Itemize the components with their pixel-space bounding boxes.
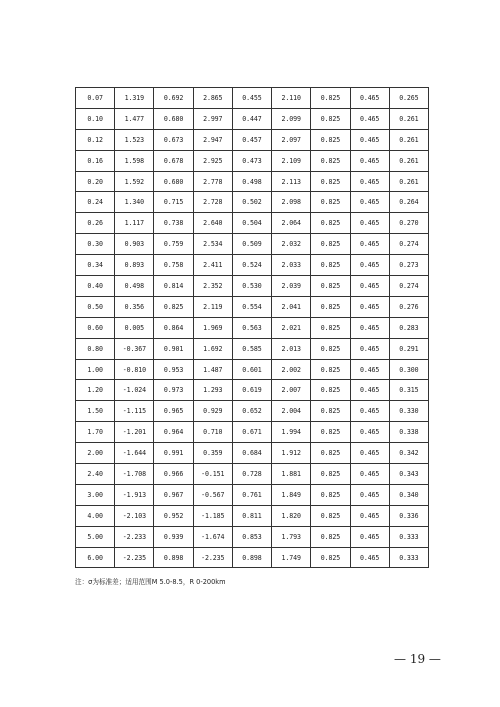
table-cell: 0.80 [76,338,115,359]
table-cell: 0.465 [350,443,389,464]
table-note: 注：σ为标准差；适用范围M 5.0-8.5，R 0-200km [75,578,226,586]
table-cell: 0.710 [193,422,232,443]
table-cell: 0.680 [154,171,193,192]
table-cell: 2.40 [76,464,115,485]
table-row [76,380,429,401]
table-cell: 0.973 [154,380,193,401]
table-cell: 1.117 [115,213,154,234]
table-cell: 0.465 [350,526,389,547]
table-cell: 1.969 [193,317,232,338]
table-row [76,88,429,109]
table-cell: 0.16 [76,150,115,171]
table-cell: 2.778 [193,171,232,192]
table-cell: 0.12 [76,129,115,150]
table-cell: 2.109 [272,150,311,171]
table-cell: 2.925 [193,150,232,171]
table-cell: 2.039 [272,276,311,297]
table-cell: 0.465 [350,380,389,401]
table-cell: 0.825 [311,276,350,297]
table-cell: 0.825 [311,526,350,547]
table-cell: 2.098 [272,192,311,213]
table-cell: 0.465 [350,108,389,129]
table-cell: 2.947 [193,129,232,150]
table-cell: 0.761 [232,484,271,505]
table-row [76,192,429,213]
table-cell: 0.465 [350,505,389,526]
table-row [76,129,429,150]
table-cell: 0.465 [350,88,389,109]
table-cell: 2.728 [193,192,232,213]
table-cell: 0.261 [389,150,428,171]
table-row [76,234,429,255]
table-cell: 0.825 [311,464,350,485]
table-cell: 0.273 [389,255,428,276]
table-cell: 0.30 [76,234,115,255]
table-cell: -2.103 [115,505,154,526]
table-cell: 0.524 [232,255,271,276]
table-cell: -0.151 [193,464,232,485]
table-cell: 0.853 [232,526,271,547]
table-cell: 0.465 [350,192,389,213]
table-cell: 0.274 [389,234,428,255]
table-cell: 0.825 [311,359,350,380]
table-row [76,317,429,338]
table-cell: 0.825 [311,317,350,338]
table-cell: 1.592 [115,171,154,192]
table-cell: 1.912 [272,443,311,464]
table-cell: 0.465 [350,422,389,443]
table-cell: 0.684 [232,443,271,464]
table-cell: 0.60 [76,317,115,338]
table-cell: 0.509 [232,234,271,255]
table-row [76,422,429,443]
table-cell: 2.997 [193,108,232,129]
table-cell: 2.021 [272,317,311,338]
table-cell: 2.865 [193,88,232,109]
table-cell: 0.530 [232,276,271,297]
table-cell: 0.265 [389,88,428,109]
table-cell: 0.585 [232,338,271,359]
table-cell: 0.465 [350,317,389,338]
table-cell: 0.502 [232,192,271,213]
table-cell: 0.276 [389,296,428,317]
table-cell: 0.929 [193,401,232,422]
table-cell: 6.00 [76,547,115,568]
table-cell: 0.498 [232,171,271,192]
table-cell: 0.728 [232,464,271,485]
table-cell: 0.953 [154,359,193,380]
table-row [76,547,429,568]
table-cell: 0.652 [232,401,271,422]
table-cell: 0.50 [76,296,115,317]
table-cell: 2.041 [272,296,311,317]
table-cell: 0.274 [389,276,428,297]
table-cell: 0.952 [154,505,193,526]
table-cell: 0.504 [232,213,271,234]
table-cell: 0.825 [311,443,350,464]
table-cell: -2.235 [193,547,232,568]
table-cell: 0.825 [311,88,350,109]
table-cell: 0.340 [389,484,428,505]
table-cell: 0.270 [389,213,428,234]
table-cell: 2.033 [272,255,311,276]
table-cell: 0.342 [389,443,428,464]
table-cell: 0.825 [311,484,350,505]
table-cell: 0.758 [154,255,193,276]
table-cell: 0.10 [76,108,115,129]
table-cell: 0.825 [311,234,350,255]
table-cell: 4.00 [76,505,115,526]
table-cell: 1.00 [76,359,115,380]
table-cell: 0.825 [311,296,350,317]
table-cell: 1.749 [272,547,311,568]
table-row [76,526,429,547]
table-cell: 0.893 [115,255,154,276]
table-cell: 0.898 [232,547,271,568]
table-cell: 0.825 [311,213,350,234]
table-cell: 0.336 [389,505,428,526]
table-cell: 0.465 [350,171,389,192]
table-cell: 0.601 [232,359,271,380]
table-cell: -1.024 [115,380,154,401]
table-row [76,484,429,505]
table-cell: 0.825 [311,108,350,129]
table-cell: 0.465 [350,484,389,505]
table-cell: -1.185 [193,505,232,526]
table-row [76,338,429,359]
table-cell: 0.465 [350,234,389,255]
table-cell: 0.692 [154,88,193,109]
table-cell: -1.115 [115,401,154,422]
table-cell: 0.465 [350,150,389,171]
table-cell: 1.70 [76,422,115,443]
table-row [76,443,429,464]
table-cell: 1.477 [115,108,154,129]
table-cell: 0.465 [350,296,389,317]
table-cell: 0.261 [389,171,428,192]
table-cell: 0.825 [311,150,350,171]
table-cell: 2.110 [272,88,311,109]
table-cell: 0.447 [232,108,271,129]
table-cell: 2.013 [272,338,311,359]
table-cell: 0.671 [232,422,271,443]
table-cell: 2.007 [272,380,311,401]
table-cell: 2.119 [193,296,232,317]
table-cell: 0.261 [389,129,428,150]
table-cell: -0.567 [193,484,232,505]
table-cell: 0.333 [389,526,428,547]
table-cell: 0.34 [76,255,115,276]
table-cell: 0.901 [154,338,193,359]
table-cell: 1.20 [76,380,115,401]
table-cell: 0.291 [389,338,428,359]
table-cell: -2.233 [115,526,154,547]
table-cell: 0.26 [76,213,115,234]
table-cell: 0.333 [389,547,428,568]
table-cell: 3.00 [76,484,115,505]
table-cell: 0.619 [232,380,271,401]
table-cell: 0.330 [389,401,428,422]
table-cell: 1.793 [272,526,311,547]
table-row [76,464,429,485]
table-cell: 0.864 [154,317,193,338]
table-cell: 0.825 [311,401,350,422]
table-cell: 1.881 [272,464,311,485]
table-cell: 0.738 [154,213,193,234]
table-cell: 0.261 [389,108,428,129]
table-cell: 0.825 [311,338,350,359]
table-cell: 0.991 [154,443,193,464]
table-row [76,401,429,422]
table-cell: 2.00 [76,443,115,464]
table-cell: 0.678 [154,150,193,171]
table-cell: 0.338 [389,422,428,443]
table-row [76,171,429,192]
table-row [76,276,429,297]
table-cell: 0.465 [350,129,389,150]
table-cell: -1.913 [115,484,154,505]
table-cell: 1.293 [193,380,232,401]
table-cell: 0.465 [350,359,389,380]
table-cell: -2.235 [115,547,154,568]
table-cell: 0.825 [311,547,350,568]
table-row [76,150,429,171]
table-cell: 0.465 [350,255,389,276]
table-cell: 0.315 [389,380,428,401]
table-cell: 2.032 [272,234,311,255]
table-cell: 0.673 [154,129,193,150]
table-cell: 0.825 [311,422,350,443]
table-cell: 0.680 [154,108,193,129]
table-cell: 2.640 [193,213,232,234]
table-cell: -1.708 [115,464,154,485]
table-cell: 0.715 [154,192,193,213]
table-cell: 0.20 [76,171,115,192]
table-cell: 2.099 [272,108,311,129]
table-cell: 0.825 [311,192,350,213]
table-body [76,88,429,568]
table-cell: 0.563 [232,317,271,338]
table-cell: 0.264 [389,192,428,213]
table-cell: 0.498 [115,276,154,297]
table-cell: -1.674 [193,526,232,547]
table-row [76,505,429,526]
table-cell: 0.473 [232,150,271,171]
table-cell: -1.201 [115,422,154,443]
table-cell: 0.825 [311,129,350,150]
table-cell: 0.455 [232,88,271,109]
table-cell: 1.340 [115,192,154,213]
table-cell: 0.554 [232,296,271,317]
table-row [76,108,429,129]
table-cell: 0.465 [350,547,389,568]
page-number: — 19 — [394,652,441,666]
table-cell: 1.994 [272,422,311,443]
table-cell: 0.811 [232,505,271,526]
table-cell: 0.457 [232,129,271,150]
table-cell: 0.005 [115,317,154,338]
table-cell: 2.002 [272,359,311,380]
table-cell: 1.849 [272,484,311,505]
table-cell: 1.319 [115,88,154,109]
table-cell: -0.810 [115,359,154,380]
table-cell: 0.966 [154,464,193,485]
table-cell: 2.352 [193,276,232,297]
table-cell: 0.967 [154,484,193,505]
table-cell: 0.825 [311,380,350,401]
table-cell: 2.004 [272,401,311,422]
table-cell: 0.903 [115,234,154,255]
table-cell: 0.465 [350,213,389,234]
table-cell: 0.825 [154,296,193,317]
table-cell: 2.411 [193,255,232,276]
table-cell: 0.356 [115,296,154,317]
table-cell: 0.825 [311,171,350,192]
table-cell: 0.898 [154,547,193,568]
table-row [76,213,429,234]
table-cell: 1.50 [76,401,115,422]
table-cell: 1.487 [193,359,232,380]
table-cell: 0.07 [76,88,115,109]
table-cell: 2.064 [272,213,311,234]
table-cell: 0.965 [154,401,193,422]
table-cell: 1.692 [193,338,232,359]
table-cell: 0.964 [154,422,193,443]
table-cell: -0.367 [115,338,154,359]
table-cell: 0.939 [154,526,193,547]
table-cell: 0.359 [193,443,232,464]
table-cell: 0.814 [154,276,193,297]
table-cell: 0.825 [311,255,350,276]
table-cell: 0.40 [76,276,115,297]
table-cell: 0.300 [389,359,428,380]
table-row [76,255,429,276]
table-cell: 0.465 [350,464,389,485]
table-row [76,359,429,380]
table-cell: 0.465 [350,401,389,422]
table-cell: 1.523 [115,129,154,150]
table-cell: 0.759 [154,234,193,255]
table-cell: 0.24 [76,192,115,213]
table-row [76,296,429,317]
table-cell: 1.598 [115,150,154,171]
coefficient-table [75,87,429,568]
table-cell: 5.00 [76,526,115,547]
table-cell: 0.343 [389,464,428,485]
table-cell: 2.097 [272,129,311,150]
table-cell: -1.644 [115,443,154,464]
table-cell: 0.465 [350,276,389,297]
coefficient-table-container [75,87,429,568]
table-cell: 0.465 [350,338,389,359]
table-cell: 1.820 [272,505,311,526]
table-cell: 0.283 [389,317,428,338]
table-cell: 2.113 [272,171,311,192]
table-cell: 0.825 [311,505,350,526]
table-cell: 2.534 [193,234,232,255]
